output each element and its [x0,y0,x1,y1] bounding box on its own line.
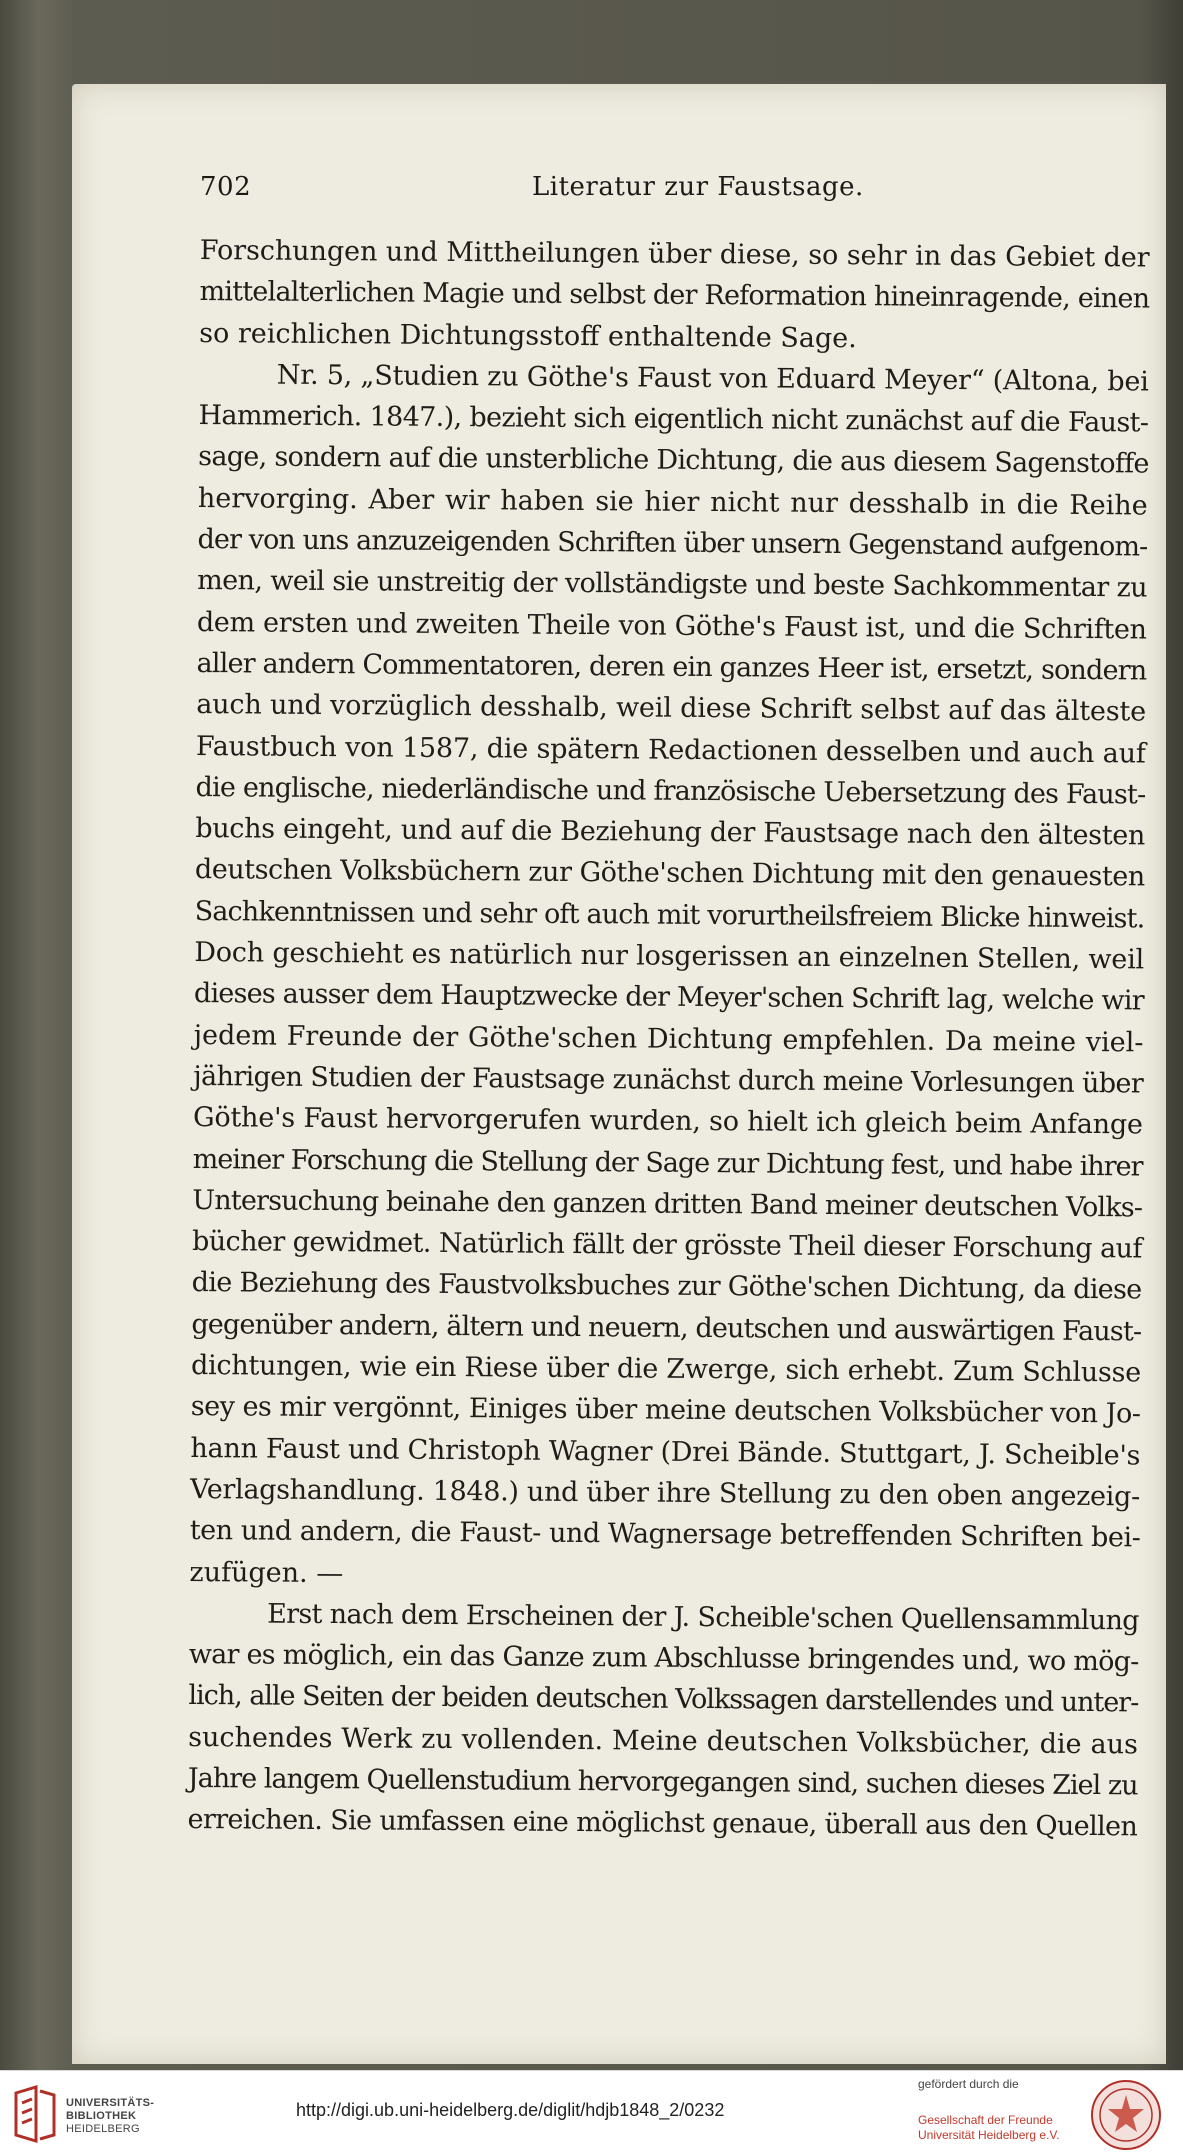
text-line: mittelalterlichen Magie und selbst der Reformation hineinragende, einen [199,276,1150,315]
text-line: hervorging. Aber wir haben sie hier nicht nur desshalb in die Reihe [197,482,1148,522]
text-line: suchendes Werk zu vollenden. Meine deutschen Volksbücher, die aus [188,1721,1139,1761]
body-text [187,230,1150,1848]
text-line: sey es mir vergönnt, Einiges über meine deutschen Volksbücher von Jo- [190,1391,1141,1430]
running-head [200,172,1100,212]
text-line: Verlagshandlung. 1848.) und über ihre Stellung zu den oben angezeig- [189,1473,1140,1513]
library-name-line-1: UNIVERSITÄTS- [66,2097,155,2109]
text-line: gegenüber andern, ältern und neuern, deutschen und auswärtigen Faust- [191,1308,1142,1348]
text-line: war es möglich, ein das Ganze zum Abschlusse bringendes und, wo mög- [188,1639,1139,1678]
text-line: dichtungen, wie ein Riese über die Zwerge, sich erhebt. Zum Schlusse [190,1349,1141,1389]
funded-by-label: gefördert durch die [918,2077,1019,2091]
text-line: sage, sondern auf die unsterbliche Dichtung, die aus diesem Sagenstoffe [198,441,1149,480]
university-library-logo-icon [12,2085,58,2143]
text-line: Forschungen und Mittheilungen über diese, so sehr in das Gebiet der [199,234,1150,274]
text-line: Jahre langem Quellenstudium hervorgegangen sind, suchen dieses Ziel zu [187,1762,1138,1802]
text-line: die Beziehung des Faustvolksbuches zur Göthe'schen Dichtung, da diese [191,1267,1142,1306]
text-line: so reichlichen Dichtungsstoff enthaltende Sage. [199,317,857,354]
text-line: Sachkenntnissen und sehr oft auch mit vorurtheilsfreiem Blicke hinweist. [194,895,1145,935]
page-number: 702 [200,172,252,202]
text-line: meiner Forschung die Stellung der Sage zur Dichtung fest, und habe ihrer [192,1143,1143,1182]
running-title: Literatur zur Faustsage. [532,172,864,202]
sponsor-name-line-1: Gesellschaft der Freunde [918,2113,1053,2127]
viewer-footer [0,2070,1183,2155]
sponsor-name-line-2: Universität Heidelberg e.V. [918,2128,1060,2142]
library-name [66,2097,186,2136]
text-line: Hammerich. 1847.), bezieht sich eigentlich nicht zunächst auf die Faust- [198,400,1149,439]
text-line: dem ersten und zweiten Theile von Göthe's Faust ist, und die Schriften [196,606,1147,646]
text-line: men, weil sie unstreitig der vollständigste und beste Sachkommentar zu [197,565,1148,604]
text-line: zufügen. — [189,1556,344,1589]
text-line: der von uns anzuzeigenden Schriften über unsern Gegenstand aufgenom- [197,524,1148,563]
text-line: erreichen. Sie umfassen eine möglichst genaue, überall aus den Quellen [187,1804,1138,1843]
text-line: Doch geschieht es natürlich nur losgerissen an einzelnen Stellen, weil [194,937,1145,976]
permalink-url[interactable]: http://digi.ub.uni-heidelberg.de/diglit/hdjb1848_2/0232 [296,2100,725,2120]
text-line: Faustbuch von 1587, die spätern Redactionen desselben und auch auf [195,730,1146,770]
text-line: ten und andern, die Faust- und Wagnersage betreffenden Schriften bei- [189,1515,1141,1554]
university-seal-icon [1090,2079,1162,2151]
text-line: Nr. 5, „Studien zu Göthe's Faust von Eduard Meyer“ (Altona, bei [276,359,1149,398]
text-line: lich, alle Seiten der beiden deutschen Volkssagen darstellendes und unter- [188,1680,1139,1719]
text-line: buchs eingeht, und auf die Beziehung der Faustsage nach den ältesten [195,813,1146,852]
text-line: Untersuchung beinahe den ganzen dritten Band meiner deutschen Volks- [192,1184,1143,1224]
text-line: hann Faust und Christoph Wagner (Drei Bände. Stuttgart, J. Scheible's [190,1432,1141,1472]
text-line: jährigen Studien der Faustsage zunächst durch meine Vorlesungen über [193,1060,1144,1100]
library-name-line-3: HEIDELBERG [66,2123,140,2135]
text-line: deutschen Volksbüchern zur Göthe'schen Dichtung mit den genauesten [194,854,1145,893]
text-line: auch und vorzüglich desshalb, weil diese Schrift selbst auf das älteste [196,689,1147,728]
sponsor-credit [918,2077,1078,2143]
text-line: bücher gewidmet. Natürlich fällt der grösste Theil dieser Forschung auf [191,1226,1142,1265]
library-name-line-2: BIBLIOTHEK [66,2110,137,2122]
text-line: dieses ausser dem Hauptzwecke der Meyer'schen Schrift lag, welche wir [193,978,1144,1017]
text-line: Göthe's Faust hervorgerufen wurden, so hielt ich gleich beim Anfange [192,1102,1143,1141]
text-line: aller andern Commentatoren, deren ein ganzes Heer ist, ersetzt, sondern [196,647,1147,687]
text-line: jedem Freunde der Göthe'schen Dichtung empfehlen. Da meine viel- [193,1019,1144,1059]
text-line: die englische, niederländische und französische Uebersetzung des Faust- [195,771,1146,811]
text-line: Erst nach dem Erscheinen der J. Scheible'schen Quellensammlung [267,1598,1140,1637]
